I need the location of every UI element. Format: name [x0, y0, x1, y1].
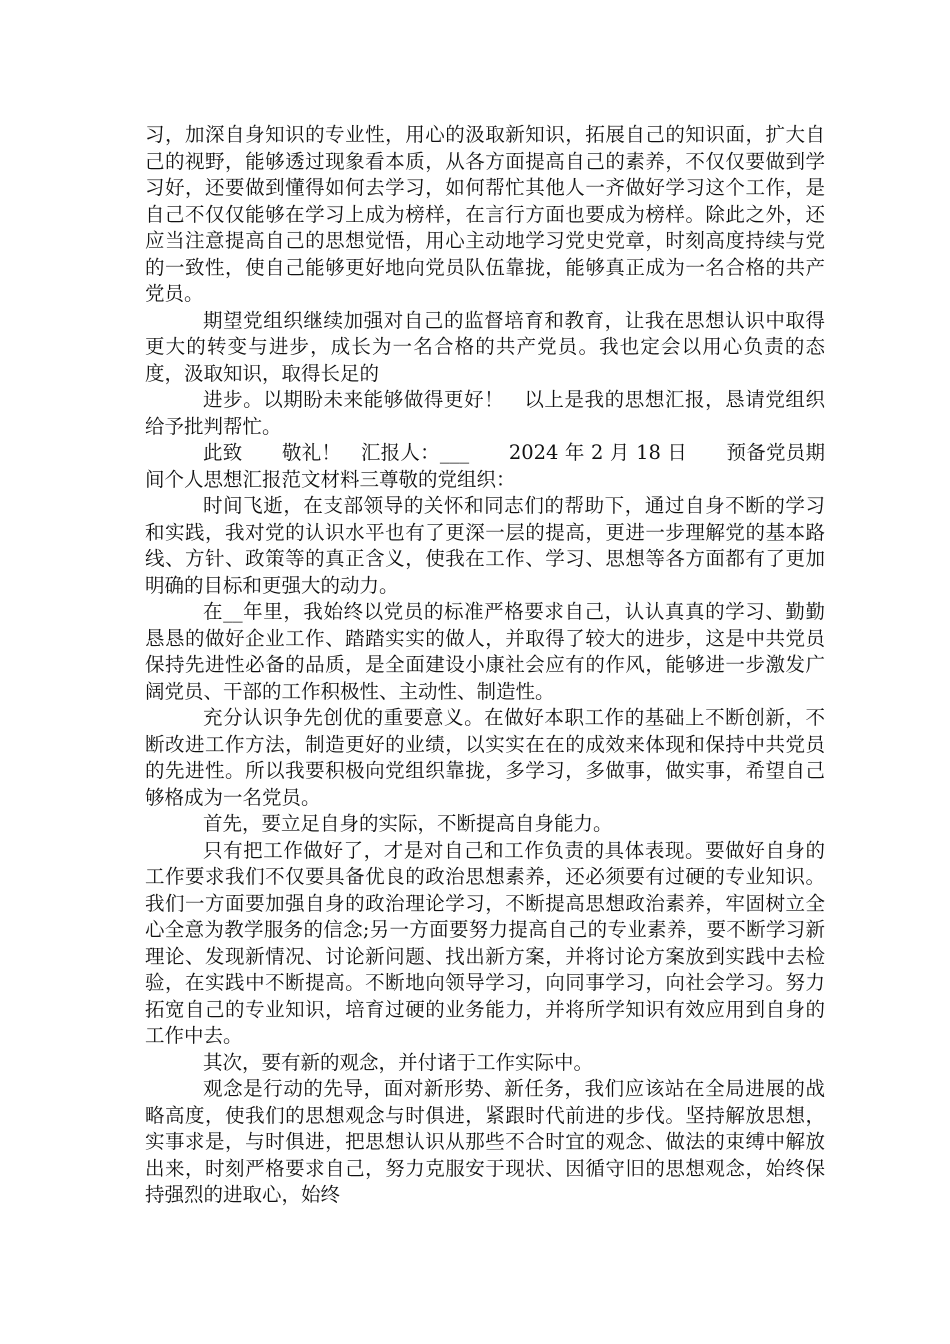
paragraph-7: 充分认识争先创优的重要意义。在做好本职工作的基础上不断创新，不断改进工作方法，制造更好的业绩，以实实在在的成效来体现和保持中共党员的先进性。所以我要积极向党组织靠拢，多学习，多做事，做实事，希望自己够格成为一名党员。 — [145, 706, 825, 809]
paragraph-9: 只有把工作做好了，才是对自己和工作负责的具体表现。要做好自身的工作要求我们不仅要具备优良的政治思想素养，还必须要有过硬的专业知识。我们一方面要加强自身的政治理论学习，不断提高思想政治素养，牢固树立全心全意为教学服务的信念;另一方面要努力提高自己的专业素养，要不断学习新理论、发现新情况、讨论新问题、找出新方案，并将讨论方案放到实践中去检验，在实践中不断提高。不断地向领导学习，向同事学习，向社会学习。努力拓宽自己的专业知识，培育过硬的业务能力，并将所学知识有效应用到自身的工作中去。 — [145, 838, 825, 1047]
paragraph-6: 在__年里，我始终以党员的标准严格要求自己，认认真真的学习、勤勤恳恳的做好企业工作、踏踏实实的做人，并取得了较大的进步，这是中共党员保持先进性必备的品质，是全面建设小康社会应有的作风，能够进一步激发广阔党员、干部的工作积极性、主动性、制造性。 — [145, 600, 825, 703]
paragraph-11: 观念是行动的先导，面对新形势、新任务，我们应该站在全局进展的战略高度，使我们的思想观念与时俱进，紧跟时代前进的步伐。坚持解放思想，实事求是，与时俱进，把思想认识从那些不合时宜的观念、做法的束缚中解放出来，时刻严格要求自己，努力克服安于现状、因循守旧的思想观念，始终保持强烈的进取心，始终 — [145, 1077, 825, 1206]
paragraph-2: 期望党组织继续加强对自己的监督培育和教育，让我在思想认识中取得更大的转变与进步，成长为一名合格的共产党员。我也定会以用心负责的态度，汲取知识，取得长足的 — [145, 308, 825, 385]
paragraph-1: 习，加深自身知识的专业性，用心的汲取新知识，拓展自己的知识面，扩大自己的视野，能够透过现象看本质，从各方面提高自己的素养，不仅仅要做到学习好，还要做到懂得如何去学习，如何帮忙其他人一齐做好学习这个工作，是自己不仅仅能够在学习上成为榜样，在言行方面也要成为榜样。除此之外，还应当注意提高自己的思想觉悟，用心主动地学习党史党章，时刻高度持续与党的一致性，使自己能够更好地向党员队伍靠拢，能够真正成为一名合格的共产党员。 — [145, 123, 825, 305]
paragraph-5: 时间飞逝，在支部领导的关怀和同志们的帮助下，通过自身不断的学习和实践，我对党的认识水平也有了更深一层的提高，更进一步理解党的基本路线、方针、政策等的真正含义，使我在工作、学习、思想等各方面都有了更加明确的目标和更强大的动力。 — [145, 494, 825, 597]
document-page — [145, 122, 825, 1209]
paragraph-8: 首先，要立足自身的实际，不断提高自身能力。 — [203, 812, 613, 835]
paragraph-10: 其次，要有新的观念，并付诸于工作实际中。 — [203, 1050, 594, 1074]
paragraph-3: 进步。以期盼未来能够做得更好！ 以上是我的思想汇报，恳请党组织给予批判帮忙。 — [145, 388, 825, 438]
paragraph-4: 此致 敬礼！ 汇报人：___ 2024 年 2 月 18 日 预备党员期间个人思想汇报范文材料三尊敬的党组织： — [145, 441, 825, 491]
